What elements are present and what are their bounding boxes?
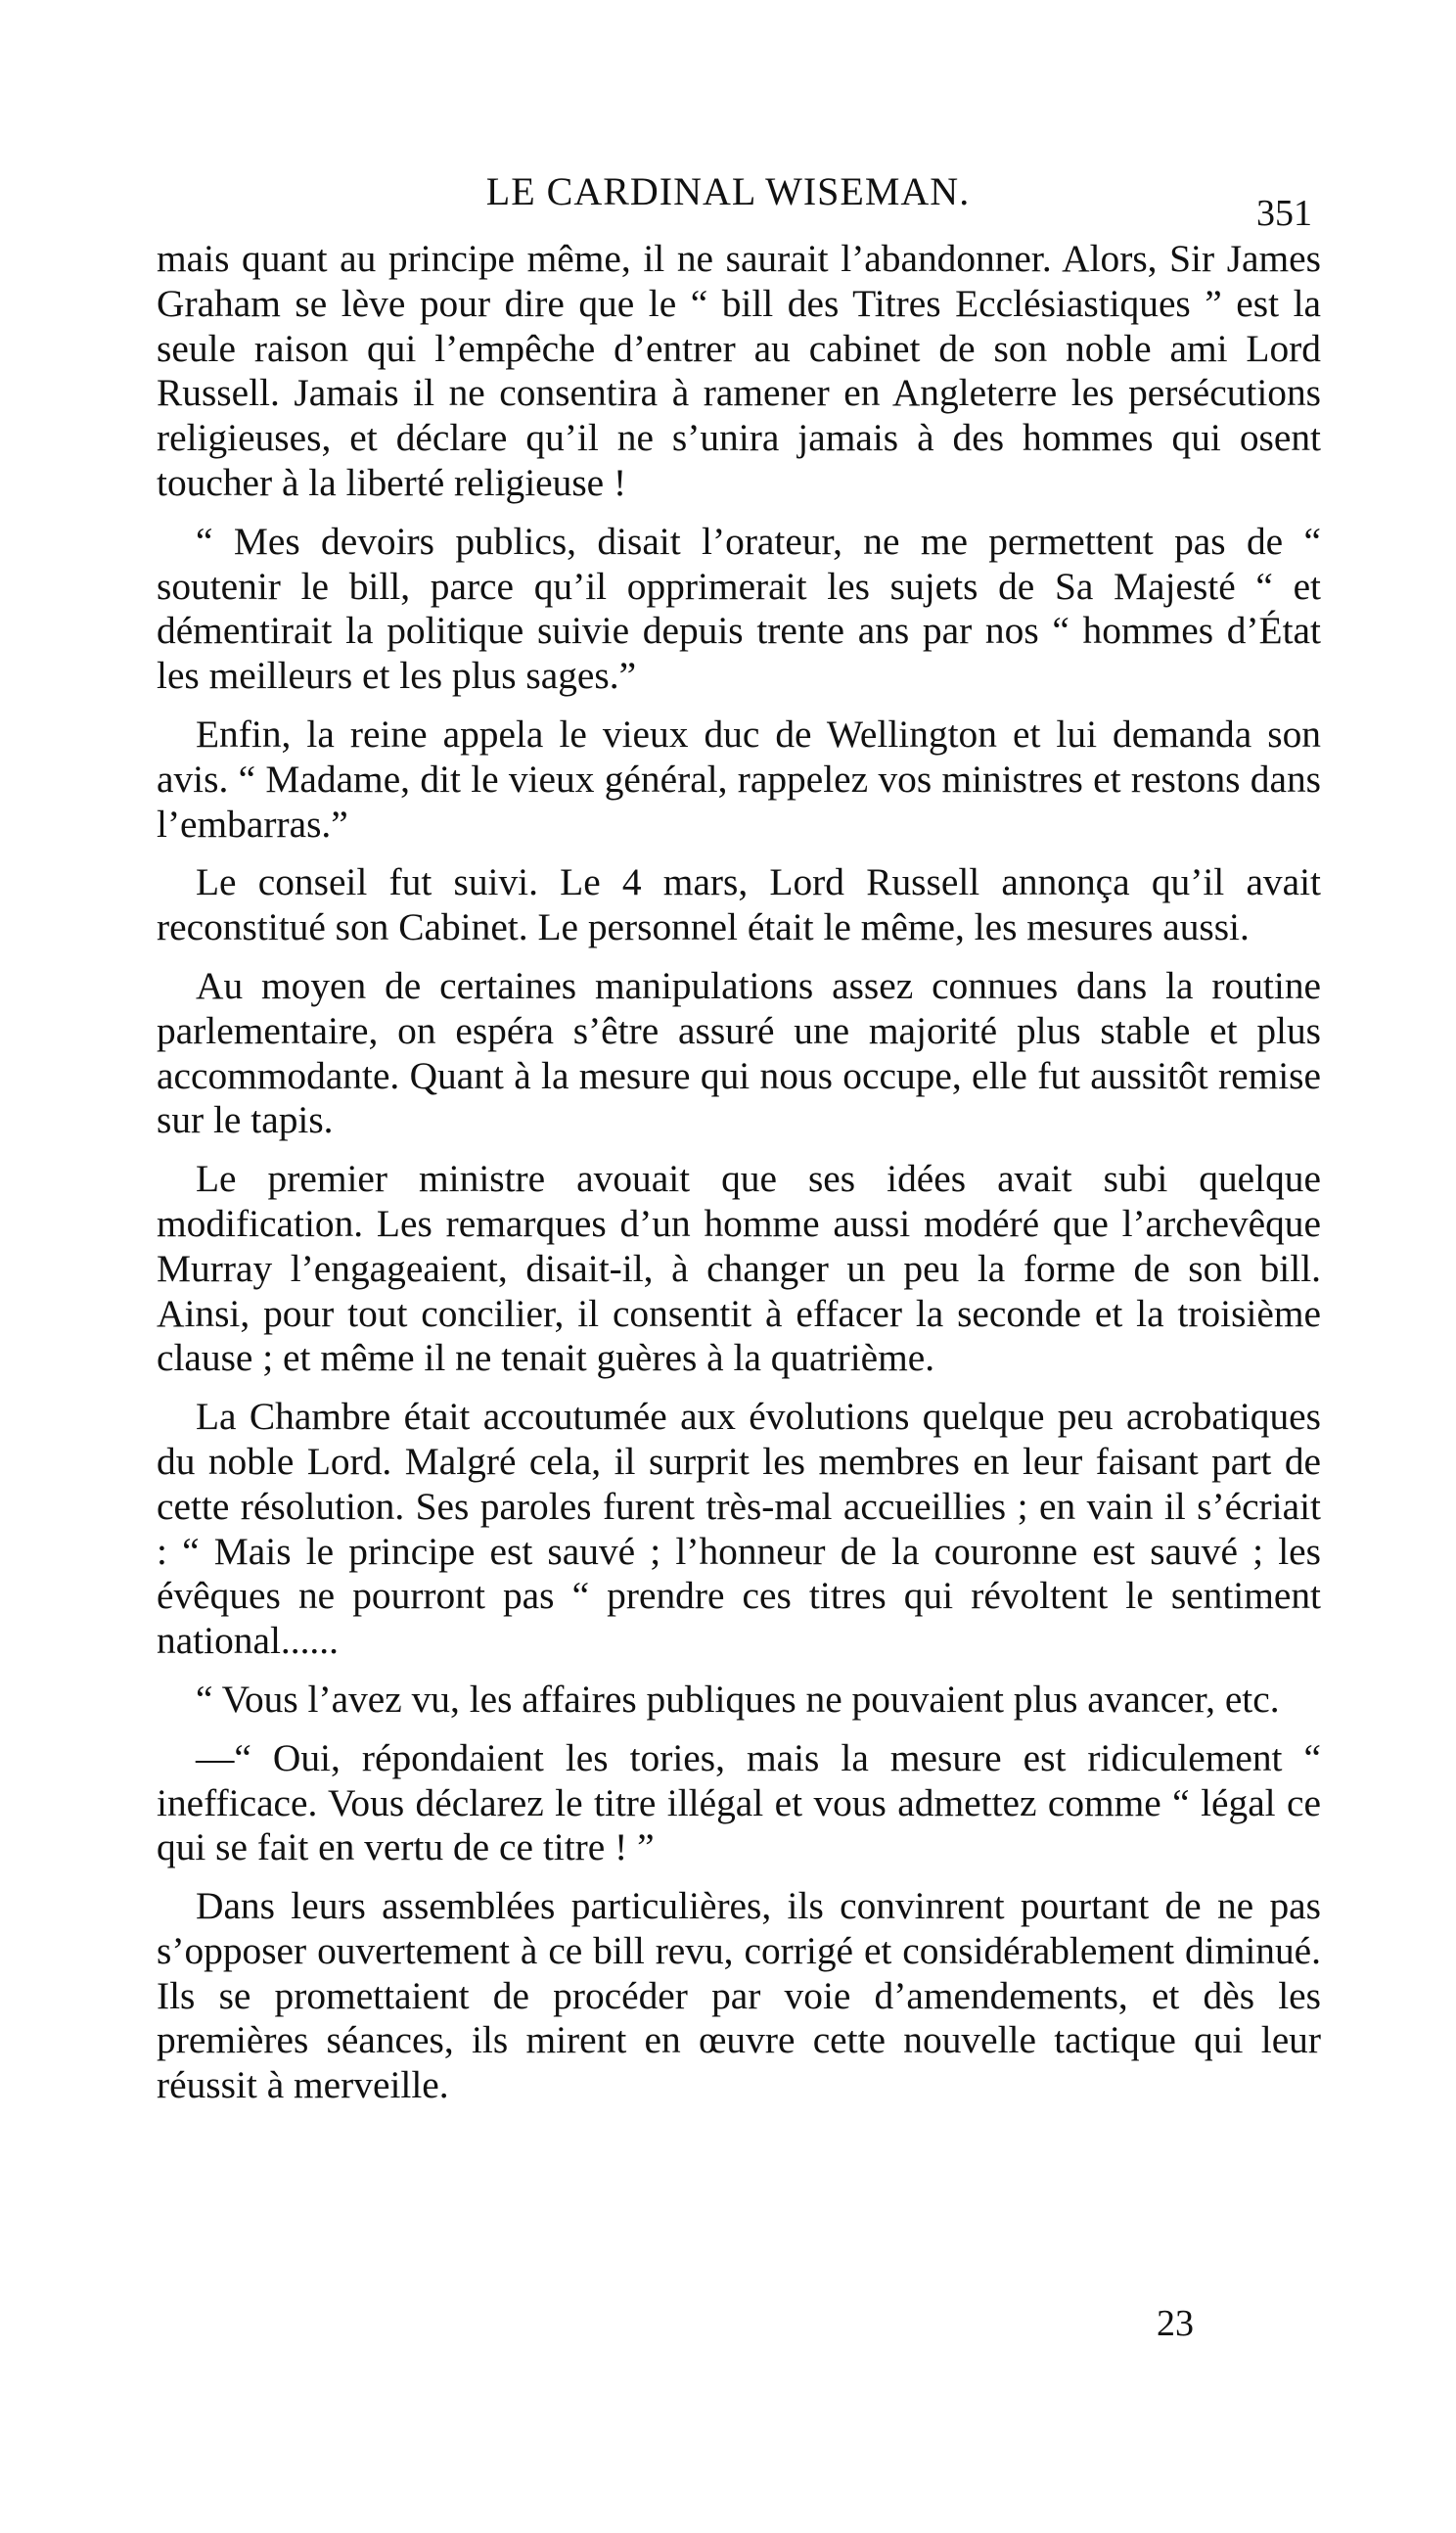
- paragraph: Au moyen de certaines manipulations assez connues dans la routine parlementaire, on espéra s’être assuré une majorité plus stable et plus accommodante. Quant à la mesure qui nous occupe, elle fut aussitôt remise sur le tapis.: [157, 963, 1321, 1142]
- paragraph: Le conseil fut suivi. Le 4 mars, Lord Russell annonça qu’il avait reconstitué son Cabinet. Le personnel était le même, les mesures aussi.: [157, 860, 1321, 949]
- running-title: LE CARDINAL WISEMAN.: [485, 169, 971, 213]
- paragraph: La Chambre était accoutumée aux évolutions quelque peu acrobatiques du noble Lord. Malgré cela, il surprit les membres en leur faisant part de cette résolution. Ses paroles furent très-mal accueillies ; en vain il s’écriait : “ Mais le principe est sauvé ; l’honneur de la couronne est sauvé ; les évêques ne pourront pas “ prendre ces titres qui révoltent le sentiment national......: [157, 1395, 1321, 1663]
- paragraph: mais quant au principe même, il ne saurait l’abandonner. Alors, Sir James Graham se lève pour dire que le “ bill des Titres Ecclésiastiques ” est la seule raison qui l’empêche d’entrer au cabinet de son noble ami Lord Russell. Jamais il ne consentira à ramener en Angleterre les persécutions religieuses, et déclare qu’il ne s’unira jamais à des hommes qui osent toucher à la liberté religieuse !: [157, 237, 1321, 504]
- paragraph: —“ Oui, répondaient les tories, mais la mesure est ridiculement “ inefficace. Vous déclarez le titre illégal et vous admettez comme “ légal ce qui se fait en vertu de ce titre ! ”: [157, 1735, 1321, 1869]
- paragraph: Enfin, la reine appela le vieux duc de Wellington et lui demanda son avis. “ Madame, dit le vieux général, rappelez vos ministres et restons dans l’embarras.”: [157, 712, 1321, 846]
- body-text: [157, 237, 1321, 2122]
- page-number: 351: [1256, 193, 1312, 234]
- paragraph: “ Vous l’avez vu, les affaires publiques ne pouvaient plus avancer, etc.: [196, 1677, 1280, 1721]
- paragraph: “ Mes devoirs publics, disait l’orateur, ne me permettent pas de “ soutenir le bill, parce qu’il opprimerait les sujets de Sa Majesté “ et démentirait la politique suivie depuis trente ans par nos “ hommes d’État les meilleurs et les plus sages.”: [157, 519, 1321, 698]
- signature-mark: 23: [1157, 2303, 1194, 2344]
- paragraph: Dans leurs assemblées particulières, ils convinrent pourtant de ne pas s’opposer ouvertement à ce bill revu, corrigé et considérablement diminué. Ils se promettaient de procéder par voie d’amendements, et dès les premières séances, ils mirent en œuvre cette nouvelle tactique qui leur réussit à merveille.: [157, 1884, 1321, 2107]
- paragraph: Le premier ministre avouait que ses idées avait subi quelque modification. Les remarques d’un homme aussi modéré que l’archevêque Murray l’engageaient, disait-il, à changer un peu la forme de son bill. Ainsi, pour tout concilier, il consentit à effacer la seconde et la troisième clause ; et même il ne tenait guères à la quatrième.: [157, 1157, 1321, 1380]
